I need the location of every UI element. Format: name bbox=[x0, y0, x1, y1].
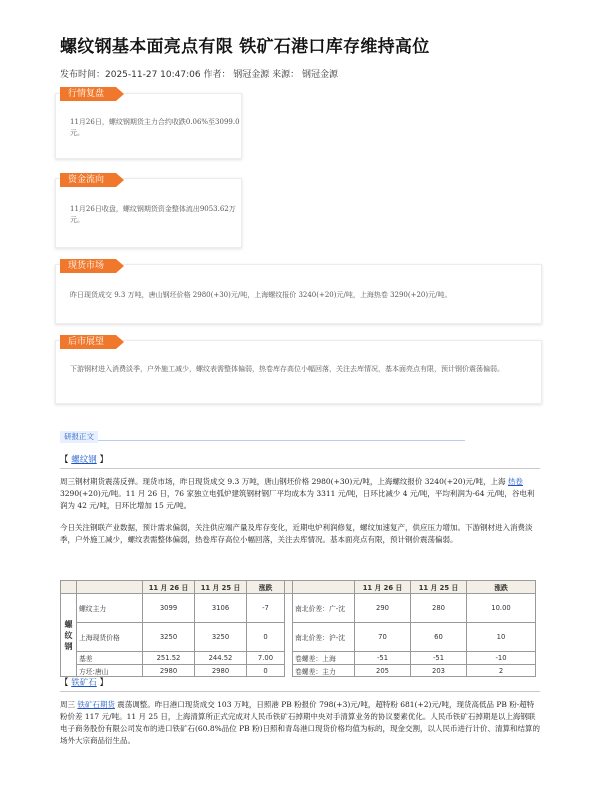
table-row bbox=[61, 665, 536, 677]
table-cell: -51 bbox=[411, 652, 467, 665]
rebar-section-rule bbox=[60, 468, 540, 469]
table-cell: 7.00 bbox=[247, 652, 285, 665]
card-text-market-review: 11月26日，螺纹钢期货主力合约收跌0.06%至3099.0元。 bbox=[70, 118, 240, 137]
iron-ore-section-rule bbox=[60, 691, 540, 692]
table-cell-label: 方坯:唐山 bbox=[77, 665, 143, 677]
article-title: 螺纹钢基本面亮点有限 铁矿石港口库存维持高位 bbox=[60, 37, 430, 57]
bracket-close: 】 bbox=[99, 455, 108, 465]
body-separator-line bbox=[60, 440, 465, 441]
table-cell: -51 bbox=[355, 652, 411, 665]
card-text-spot-market: 昨日现货成交 9.3 万吨，唐山钢坯价格 2980(+30)元/吨，上海螺纹报价 3240(+20)元/吨，上海热卷 3290(+20)元/吨。 bbox=[70, 291, 452, 299]
rebar-section-heading bbox=[60, 453, 108, 465]
table-gap-cell bbox=[285, 623, 293, 652]
table-cell-label: 基差 bbox=[77, 652, 143, 665]
table-gap-cell bbox=[285, 652, 293, 665]
table-cell: -7 bbox=[247, 594, 285, 623]
table-cell: 3099 bbox=[143, 594, 195, 623]
rebar-p1-text-b: 3290(+20)元/吨。11 月 26 日，76 家独立电弧炉建筑钢材钢厂平均成本为 3311 元/吨，日环比减少 4 元/吨，平均利润为-64 元/吨，谷电利润为 42 元/吨，日环比增加 15 元/吨。 bbox=[60, 489, 535, 510]
table-cell: 290 bbox=[355, 594, 411, 623]
table-header-row bbox=[61, 581, 536, 594]
table-row bbox=[61, 652, 536, 665]
bracket-open: 【 bbox=[60, 455, 69, 465]
iron-ore-paragraph-1 bbox=[60, 699, 540, 747]
tag-outlook: 后市展望 bbox=[60, 335, 116, 349]
table-header-cell: 涨跌 bbox=[467, 581, 536, 594]
table-cell: 3250 bbox=[143, 623, 195, 652]
table-cell-label: 卷螺差：上海 bbox=[293, 652, 355, 665]
rebar-data-table bbox=[60, 580, 536, 677]
table-cell-label: 螺纹主力 bbox=[77, 594, 143, 623]
table-cell: 244.52 bbox=[195, 652, 247, 665]
card-text-fund-flow: 11月26日收盘，螺纹钢期货资金整体流出9053.62万元。 bbox=[70, 205, 236, 224]
ore-p1-text-b: 震荡调整。昨日港口现货成交 103 万吨，日照港 PB 粉报价 798(+3)元/吨，超特粉 681(+2)元/吨，现货高低品 PB 粉-超特粉价差 117 元/吨。11 月 25 日，上海清算所正式完成对人民币铁矿石掉期中央对手清算业务的协议要素优化。人民币铁矿石掉期是以上海钢联电子商务股份有限公司发布的进口铁矿石(60.8%品位 PB 粉)日照和青岛港口现货价格均值为标的，现金交割，以人民币进行计价、清算和结算的场外大宗商品衍生品。 bbox=[60, 700, 541, 745]
rebar-paragraph-1 bbox=[60, 476, 540, 512]
table-gap-cell bbox=[285, 594, 293, 623]
table-header-cell: 11 月 26 日 bbox=[355, 581, 411, 594]
table-cell: 2980 bbox=[195, 665, 247, 677]
table-group-label: 螺纹钢 bbox=[61, 594, 77, 677]
table-cell: 251.52 bbox=[143, 652, 195, 665]
table-cell: 0 bbox=[247, 665, 285, 677]
table-cell: 3250 bbox=[195, 623, 247, 652]
table-row bbox=[61, 594, 536, 623]
bracket-close: 】 bbox=[99, 678, 108, 688]
body-section-label: 研报正文 bbox=[60, 431, 98, 443]
bracket-open: 【 bbox=[60, 678, 69, 688]
table-cell-label: 南北价差：沪-沈 bbox=[293, 623, 355, 652]
table-header-gap bbox=[285, 581, 293, 594]
table-cell: 2980 bbox=[143, 665, 195, 677]
table-gap-cell bbox=[285, 665, 293, 677]
table-cell: 10 bbox=[467, 623, 536, 652]
table-cell: 70 bbox=[355, 623, 411, 652]
tag-fund-flow: 资金流向 bbox=[60, 173, 116, 187]
table-row bbox=[61, 623, 536, 652]
table-cell-label: 南北价差：广-沈 bbox=[293, 594, 355, 623]
rebar-paragraph-2: 今日关注钢联产业数据，预计需求偏弱，关注供应端产量及库存变化，近期电炉利润修复，螺纹加速复产，供应压力增加。下游钢材进入消费淡季，户外施工减少，螺纹表需整体偏弱，热卷库存高位小幅回落，关注去库情况。基本面亮点有限，预计钢价震荡偏弱。 bbox=[60, 523, 533, 544]
table-cell: 3106 bbox=[195, 594, 247, 623]
table-cell: 280 bbox=[411, 594, 467, 623]
table-cell: 205 bbox=[355, 665, 411, 677]
rebar-p1-text-a: 周三钢材期货震荡反弹。现货市场，昨日现货成交 9.3 万吨，唐山钢坯价格 2980(+30)元/吨，上海螺纹报价 3240(+20)元/吨，上海 bbox=[60, 477, 508, 486]
table-header-cell bbox=[293, 581, 355, 594]
table-header-cell: 11 月 26 日 bbox=[143, 581, 195, 594]
table-header-cell bbox=[77, 581, 143, 594]
table-cell: 2 bbox=[467, 665, 536, 677]
table-cell: 60 bbox=[411, 623, 467, 652]
iron-ore-futures-link[interactable]: 铁矿石期货 bbox=[77, 700, 115, 709]
card-text-outlook: 下游钢材进入消费淡季，户外施工减少，螺纹表需整体偏弱，热卷库存高位小幅回落，关注去库情况，基本面亮点有限，预计钢价震荡偏弱。 bbox=[70, 365, 504, 373]
article-meta: 发布时间：2025-11-27 10:47:06 作者： 钢冠金源 来源： 钢冠金源 bbox=[60, 70, 339, 80]
table-header-cell: 11 月 25 日 bbox=[195, 581, 247, 594]
tag-market-review: 行情复盘 bbox=[60, 87, 116, 101]
table-cell: 0 bbox=[247, 623, 285, 652]
table-cell: -10 bbox=[467, 652, 536, 665]
table-cell-label: 卷螺差：主力 bbox=[293, 665, 355, 677]
table-header-cell: 涨跌 bbox=[247, 581, 285, 594]
table-cell: 10.00 bbox=[467, 594, 536, 623]
ore-p1-text-a: 周三 bbox=[60, 700, 78, 709]
table-header-cell: 11 月 25 日 bbox=[411, 581, 467, 594]
table-cell-label: 上海现货价格 bbox=[77, 623, 143, 652]
tag-spot-market: 现货市场 bbox=[60, 259, 116, 273]
iron-ore-link[interactable]: 铁矿石 bbox=[71, 678, 97, 688]
table-cell: 203 bbox=[411, 665, 467, 677]
table-header-cell bbox=[61, 581, 77, 594]
rebar-link[interactable]: 螺纹钢 bbox=[71, 455, 97, 465]
hot-coil-link[interactable]: 热卷 bbox=[507, 477, 523, 486]
iron-ore-section-heading bbox=[60, 676, 108, 688]
